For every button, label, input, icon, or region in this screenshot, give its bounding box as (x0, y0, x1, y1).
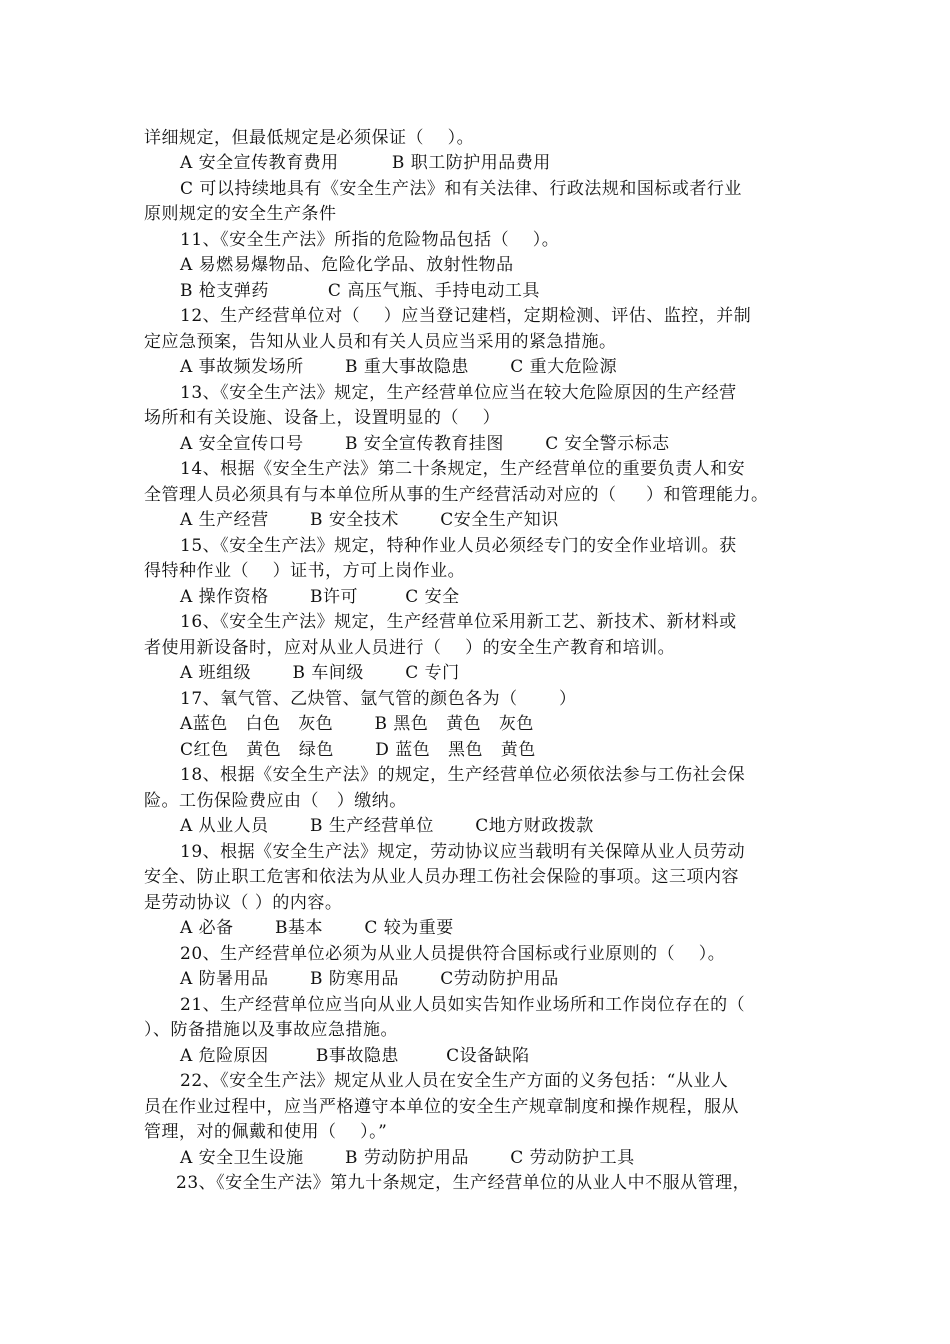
text-line: 场所和有关设施、设备上，设置明显的（ ） (144, 408, 501, 428)
option-line: C红色 黄色 绿色 D 蓝色 黑色 黄色 (180, 740, 536, 760)
text-line: 是劳动协议（ ）的内容。 (144, 893, 343, 913)
question-line: 20、生产经营单位必须为从业人员提供符合国标或行业原则的（ ）。 (180, 944, 726, 964)
option-line: A 必备 B基本 C 较为重要 (180, 918, 454, 938)
question-line: 14、根据《安全生产法》第二十条规定，生产经营单位的重要负责人和安 (180, 459, 746, 479)
text-line: 详细规定，但最低规定是必须保证（ ）。 (144, 128, 475, 148)
text-line: 管理，对的佩戴和使用（ ）。” (144, 1122, 388, 1142)
option-line: A 班组级 B 车间级 C 专门 (180, 663, 460, 683)
question-line: 21、生产经营单位应当向从业人员如实告知作业场所和工作岗位存在的（ (180, 995, 746, 1015)
text-line: 安全、防止职工危害和依法为从业人员办理工伤社会保险的事项。这三项内容 (144, 867, 739, 887)
text-line: 员在作业过程中，应当严格遵守本单位的安全生产规章制度和操作规程，服从 (144, 1097, 739, 1117)
text-line: 原则规定的安全生产条件 (144, 204, 337, 224)
option-line: A 操作资格 B许可 C 安全 (180, 587, 460, 607)
question-line: 22、《安全生产法》规定从业人员在安全生产方面的义务包括：“从业人 (180, 1071, 729, 1091)
option-line: A 安全宣传教育费用 B 职工防护用品费用 (180, 153, 551, 173)
question-line: 12、生产经营单位对（ ）应当登记建档，定期检测、评估、监控，并制 (180, 306, 752, 326)
option-line: A 危险原因 B事故隐患 C设备缺陷 (180, 1046, 530, 1066)
option-line: A 从业人员 B 生产经营单位 C地方财政拨款 (180, 816, 594, 836)
text-line: 险。工伤保险费应由（ ）缴纳。 (144, 791, 407, 811)
option-line: A 事故频发场所 B 重大事故隐患 C 重大危险源 (180, 357, 618, 377)
option-line: B 枪支弹药 C 高压气瓶、手持电动工具 (180, 281, 540, 301)
question-line: 13、《安全生产法》规定，生产经营单位应当在较大危险原因的生产经营 (180, 383, 737, 403)
option-line: A蓝色 白色 灰色 B 黑色 黄色 灰色 (180, 714, 534, 734)
question-line: 23、《安全生产法》第九十条规定，生产经营单位的从业人中不服从管理， (176, 1173, 751, 1193)
question-line: 11、《安全生产法》所指的危险物品包括（ ）。 (180, 230, 560, 250)
text-line: 定应急预案，告知从业人员和有关人员应当采用的紧急措施。 (144, 332, 617, 352)
text-line: 得特种作业（ ）证书，方可上岗作业。 (144, 561, 466, 581)
question-line: 17、氧气管、乙炔管、氩气管的颜色各为（ ） (180, 689, 577, 709)
option-line: A 安全宣传口号 B 安全宣传教育挂图 C 安全警示标志 (180, 434, 670, 454)
question-line: 16、《安全生产法》规定，生产经营单位采用新工艺、新技术、新材料或 (180, 612, 737, 632)
option-line: C 可以持续地具有《安全生产法》和有关法律、行政法规和国标或者行业 (180, 179, 742, 199)
question-line: 15、《安全生产法》规定，特种作业人员必须经专门的安全作业培训。获 (180, 536, 737, 556)
option-line: A 防暑用品 B 防寒用品 C劳动防护用品 (180, 969, 559, 989)
option-line: A 生产经营 B 安全技术 C安全生产知识 (180, 510, 559, 530)
question-line: 19、根据《安全生产法》规定，劳动协议应当载明有关保障从业人员劳动 (180, 842, 746, 862)
text-line: ）、防备措施以及事故应急措施。 (144, 1020, 398, 1040)
text-line: 全管理人员必须具有与本单位所从事的生产经营活动对应的（ ）和管理能力。 (144, 485, 769, 505)
question-line: 18、根据《安全生产法》的规定，生产经营单位必须依法参与工伤社会保 (180, 765, 746, 785)
text-line: 者使用新设备时，应对从业人员进行（ ）的安全生产教育和培训。 (144, 638, 676, 658)
option-line: A 安全卫生设施 B 劳动防护用品 C 劳动防护工具 (180, 1148, 635, 1168)
option-line: A 易燃易爆物品、危险化学品、放射性物品 (180, 255, 514, 275)
